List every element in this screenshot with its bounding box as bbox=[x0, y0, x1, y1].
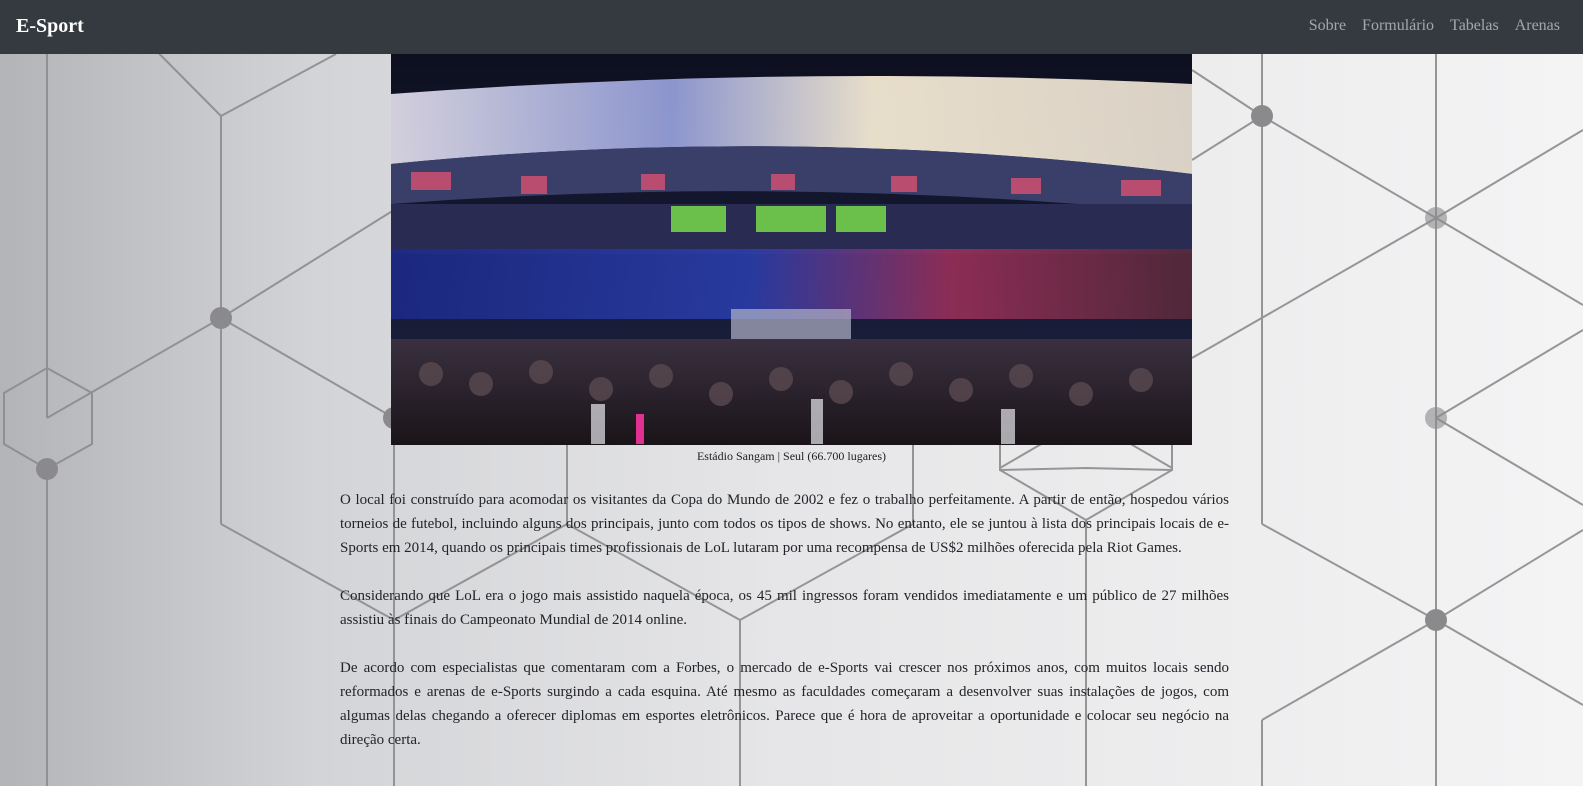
article-body bbox=[340, 488, 1229, 776]
top-navbar bbox=[0, 0, 1583, 54]
nav-link-tabelas[interactable]: Tabelas bbox=[1450, 17, 1499, 34]
nav-link-arenas[interactable]: Arenas bbox=[1514, 17, 1560, 34]
article-paragraph-3: De acordo com especialistas que comentaram com a Forbes, o mercado de e-Sports vai crescer nos próximos anos, com muitos locais sendo reformados e arenas de e-Sports surgindo a cada esquina. Até mesmo as faculdades começaram a desenvolver suas instalações de jogos, com algumas delas chegando a oferecer diplomas em esportes eletrônicos. Parece que é hora de aproveitar a oportunidade e colocar seu negócio na direção certa. bbox=[340, 660, 1229, 748]
article-paragraph-2: Considerando que LoL era o jogo mais assistido naquela época, os 45 mil ingressos foram vendidos imediatamente e um público de 27 milhões assistiu às finais do Campeonato Mundial de 2014 online. bbox=[340, 588, 1229, 628]
image-caption: Estádio Sangam | Seul (66.700 lugares) bbox=[696, 449, 887, 463]
brand-logo[interactable]: E-Sport bbox=[16, 15, 84, 37]
article-paragraph-1: O local foi construído para acomodar os visitantes da Copa do Mundo de 2002 e fez o trabalho perfeitamente. A partir de então, hospedou vários torneios de futebol, incluindo alguns dos principais, junto com todos os tipos de shows. No entanto, ele se juntou à lista dos principais locais de e-Sports em 2014, quando os principais times profissionais de LoL lutaram por uma recompensa de US$2 milhões oferecida pela Riot Games. bbox=[340, 492, 1229, 556]
nav-links bbox=[1309, 16, 1560, 36]
nav-link-formulario[interactable]: Formulário bbox=[1362, 17, 1435, 34]
nav-link-sobre[interactable]: Sobre bbox=[1308, 17, 1347, 34]
stadium-image bbox=[391, 54, 1192, 445]
stadium-illustration bbox=[391, 54, 1192, 445]
